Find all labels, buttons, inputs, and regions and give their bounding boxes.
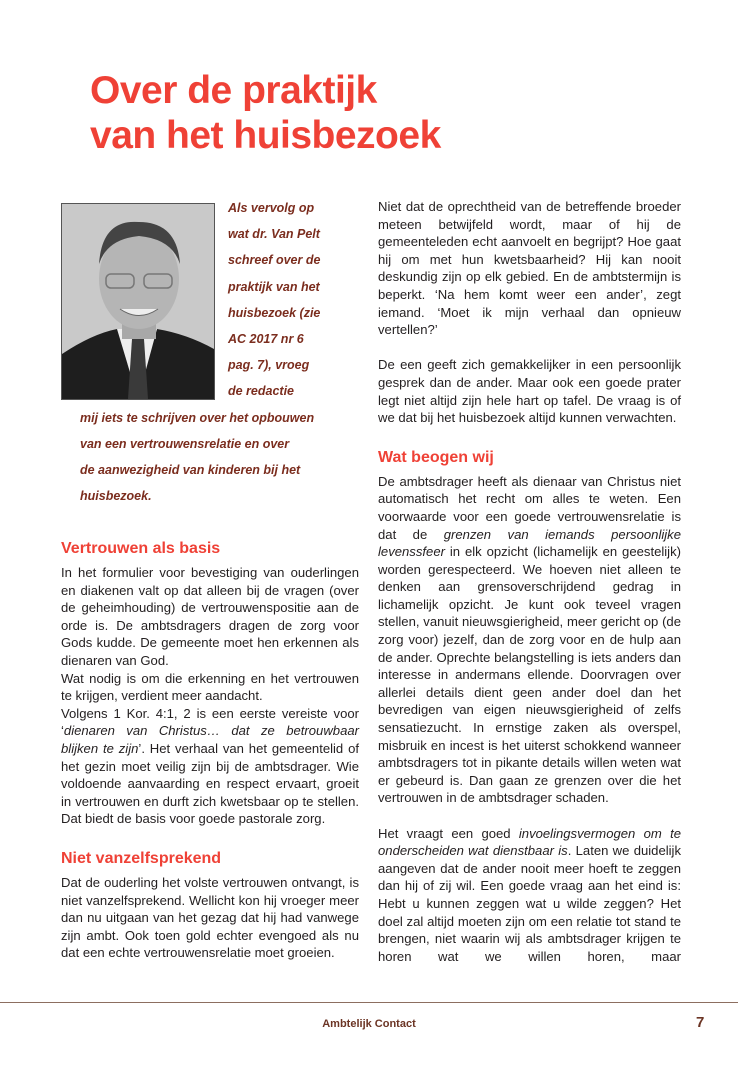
footer-divider [0, 1002, 738, 1003]
caption-line: schreef over de [228, 253, 321, 268]
section-heading: Niet vanzelfsprekend [61, 849, 222, 867]
caption-line: Als vervolg op [228, 201, 315, 215]
intro-caption [80, 195, 360, 509]
section-heading: Vertrouwen als basis [61, 540, 221, 557]
paragraph-text: in elk opzicht (lichamelijk en geestelijk) worden gerespecteerd. We hoeven niet alleen te denken aan grensoverschrijdend gedrag in lichamelijk opzicht. Je kunt ook teveel vragen stellen, vanuit nieuwsgierigheid, meer gericht op (de zorg voor) jezelf, dan de zorg voor en de hulp aan de ander. Oprechte belangstelling is iets anders dan interesse in andermans ellende. Doorvragen over allerlei details dient geen ander doel dan het bevredigen van eigen nieuwsgierigheid of zelfs sensatiezucht. In ernstige zaken als overspel, misbruik en incest is het uiterst schokkend wanneer ambtsdragers tot in pikante details willen weten wat er gebeurd is. Dan gaan ze grenzen over die het vertrouwen in de ambtsdrager schaden. [378, 544, 681, 806]
body-paragraph [378, 198, 681, 339]
caption-line: praktijk van het [228, 279, 320, 294]
caption-line: pag. 7), vroeg [228, 358, 310, 373]
article-title [90, 68, 441, 158]
paragraph-spacer [61, 828, 359, 848]
body-paragraph [378, 356, 681, 426]
body-paragraph [61, 874, 359, 962]
left-column [61, 538, 359, 962]
paragraph-text: Wat nodig is om die erkenning en het vertrouwen te krijgen, verdient meer aandacht. [61, 670, 359, 704]
body-paragraph [61, 705, 359, 828]
page-number: 7 [696, 1014, 705, 1031]
caption-line: wat dr. Van Pelt [228, 227, 320, 242]
body-paragraph [61, 564, 359, 670]
paragraph-text: Niet dat de oprechtheid van de betreffende broeder meteen betwijfeld wordt, maar of hij de gemeenteleden echt aanvoelt en begrijpt? Hoe gaat hij om met hun kwetsbaarheid? Hij kan nooit deskundig zijn op elk gebied. En de ambtstermijn is beperkt. ‘Na hem komt weer een ander’, zegt iemand. ‘Moet ik mijn verhaal dan opnieuw vertellen?’ [378, 199, 681, 338]
paragraph-spacer [378, 807, 681, 825]
article-title-line-2: van het huisbezoek [90, 114, 441, 157]
emphasis-text: dienaren van Christus… dat ze betrouwbaar blijken te zijn [61, 723, 359, 756]
paragraph-text: Volgens 1 Kor. 4:1, 2 is een eerste vereiste voor ‘ [61, 705, 359, 739]
section-heading: Wat beogen wij [378, 448, 494, 466]
caption-line: AC 2017 nr 6 [228, 332, 304, 347]
paragraph-text: De ambtsdrager heeft als dienaar van Christus niet automatisch het recht om alles te weten. Een voorwaarde voor een goede vertrouwensrelatie is dat de [378, 473, 681, 542]
paragraph-text: De een geeft zich gemakkelijker in een persoonlijk gesprek dan de ander. Maar ook een goede prater legt niet altijd zijn hele hart op tafel. De vraag is of we dat bij het huisbezoek altijd kunnen verwachten. [378, 357, 681, 426]
footer-publication: Ambtelijk Contact [322, 1018, 416, 1030]
caption-line: van een vertrouwensrelatie en over [80, 436, 290, 451]
caption-line: de aanwezigheid van kinderen bij het [80, 463, 301, 478]
paragraph-text: . Laten we duidelijk aangeven dat de ander nooit meer hoeft te zeggen dan hij of zij wil. Een goede vraag aan het eind is: Hebt u kunnen zeggen wat u wilde zeggen? Het doel zal altijd moeten zijn om een relatie tot stand te brengen, niet waarin wij als ambtsdrager krijgen te horen wat we willen horen, maar [378, 843, 682, 964]
emphasis-text: invoelingsvermogen om te onderscheiden wat dienstbaar is [378, 825, 682, 859]
paragraph-text: In het formulier voor bevestiging van ouderlingen en diakenen valt op dat alleen bij de vragen (over de geheimhouding) de vertrouwenspositie aan de orde is. De ambtsdragers dragen de zorg voor Gods kudde. De gemeente moet hen erkennen als dienaren van God. [61, 565, 359, 668]
caption-line: mij iets te schrijven over het opbouwen [80, 410, 315, 425]
right-column [378, 198, 681, 965]
caption-line: de redactie [228, 384, 295, 399]
article-title-line-1: Over de praktijk [90, 69, 377, 112]
paragraph-text: ’. Het verhaal van het gemeentelid of het gezin moet veilig zijn bij de ambtsdrager. Wie voldoende aanvaarding en respect ervaart, groeit in vertrouwen en durft zich kwetsbaar op te stellen. Dat biedt de basis voor goede pastorale zorg. [61, 740, 359, 827]
caption-line: huisbezoek. [80, 489, 152, 504]
caption-line: huisbezoek (zie [228, 305, 321, 320]
paragraph-spacer [378, 339, 681, 357]
paragraph-text: Dat de ouderling het volste vertrouwen ontvangt, is niet vanzelfsprekend. Wellicht kon hij vroeger meer dan nu uitgaan van het gezag dat hij had vanwege zijn ambt. Ook toen gold echter evengoed als nu dat een echte vertrouwensrelatie moet groeien. [61, 874, 359, 961]
paragraph-text: Het vraagt een goed [378, 825, 519, 841]
body-paragraph [378, 473, 681, 807]
paragraph-spacer [378, 427, 681, 447]
body-paragraph [378, 825, 681, 966]
emphasis-text: grenzen van iemands persoonlijke levenssfeer [378, 526, 681, 560]
body-paragraph [61, 670, 359, 705]
